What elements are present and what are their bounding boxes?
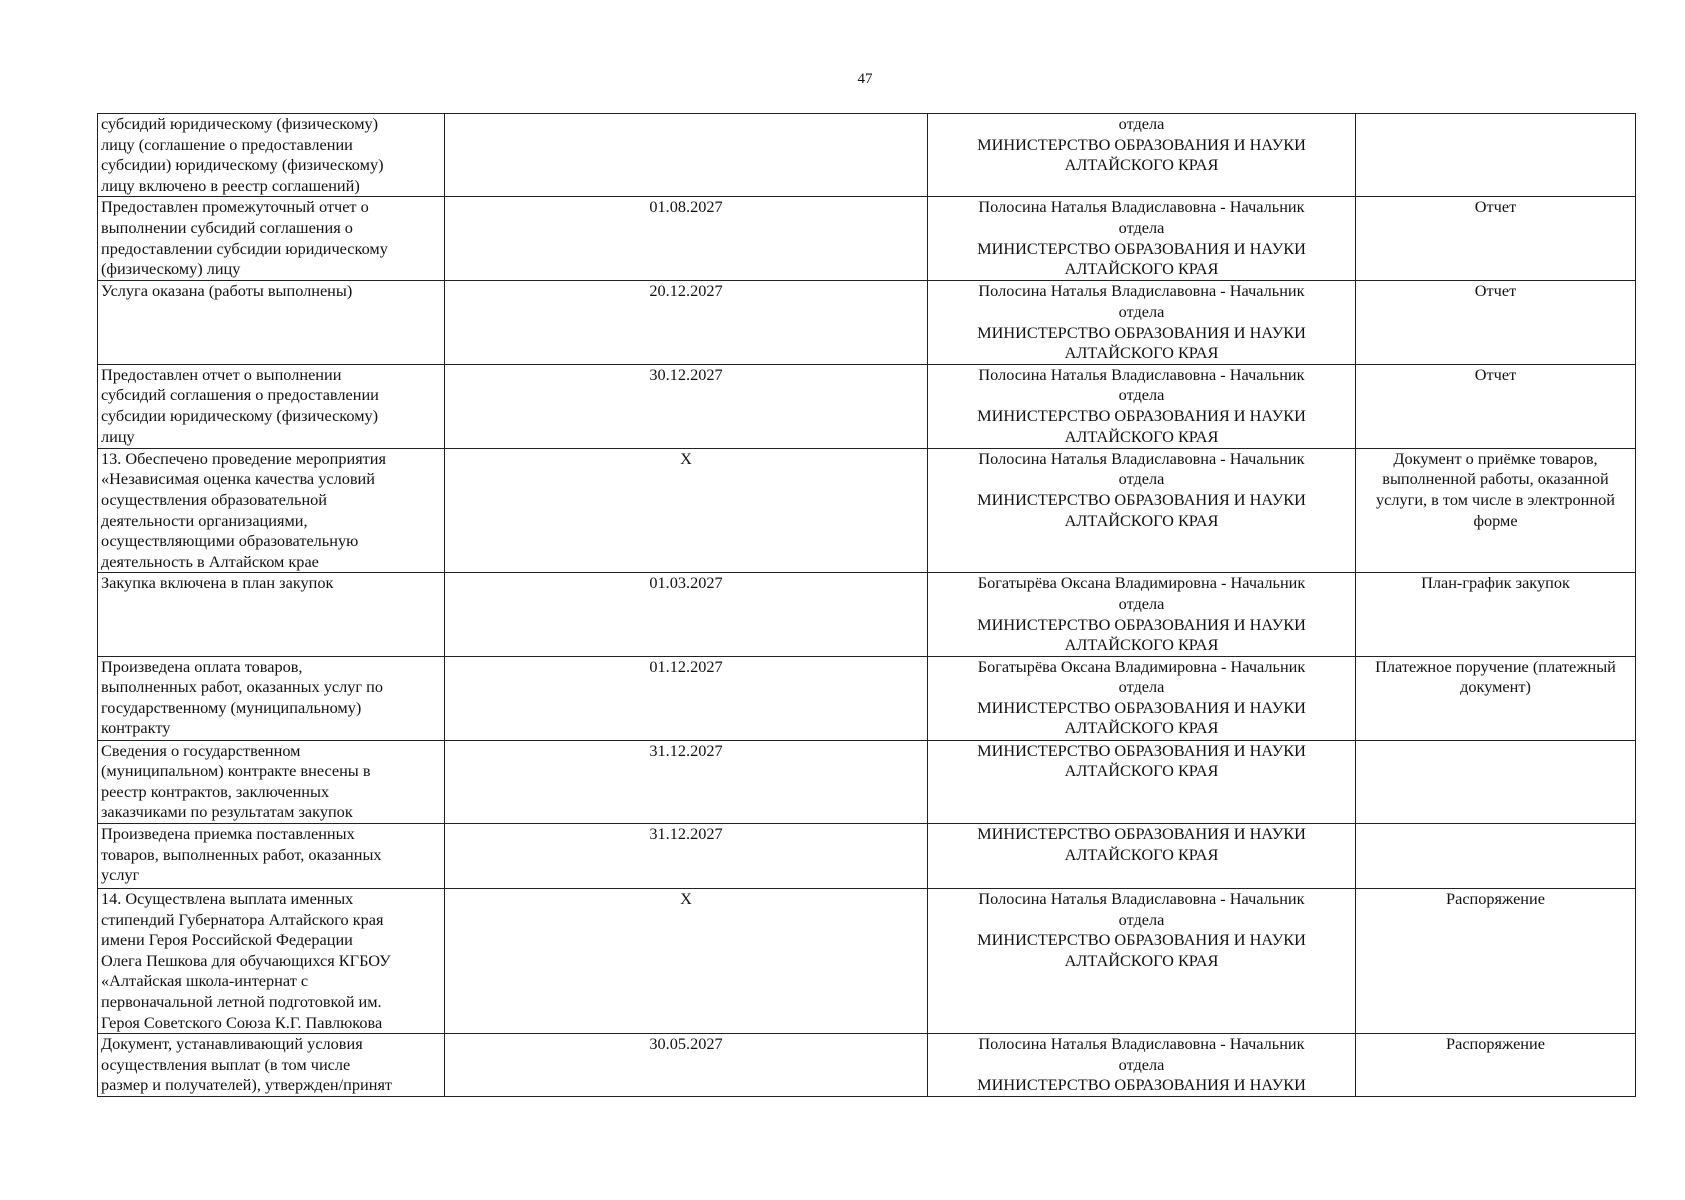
- cell-date: [445, 281, 928, 364]
- date-value: 30.05.2027: [649, 1034, 723, 1054]
- responsible-line: отдела: [1118, 385, 1165, 405]
- event-name-line: контракту: [101, 718, 171, 738]
- event-name-line: [101, 635, 441, 656]
- event-name-line: осуществления образовательной: [101, 489, 328, 509]
- responsible-line: МИНИСТЕРСТВО ОБРАЗОВАНИЯ И НАУКИ: [977, 322, 1306, 342]
- date-value: [684, 114, 688, 133]
- responsible-line: отдела: [1118, 1054, 1165, 1074]
- event-name-line: государственному (муниципальному): [101, 697, 362, 717]
- table-row: [98, 281, 1636, 364]
- cell-date: [445, 824, 928, 889]
- event-name-line: Предоставлен промежуточный отчет о: [101, 197, 369, 217]
- cell-responsible: [928, 740, 1356, 823]
- responsible-line: АЛТАЙСКОГО КРАЯ: [1064, 950, 1219, 970]
- table-row: [98, 889, 1636, 1034]
- event-name-line: товаров, выполненных работ, оказанных: [101, 844, 382, 864]
- table-row: [98, 824, 1636, 889]
- cell-event-name: [98, 573, 445, 656]
- table-row: [98, 197, 1636, 281]
- document-line: Распоряжение: [1446, 889, 1545, 909]
- cell-responsible: [928, 889, 1356, 1034]
- responsible-line: МИНИСТЕРСТВО ОБРАЗОВАНИЯ И НАУКИ: [977, 740, 1306, 760]
- cell-event-name: [98, 364, 445, 448]
- event-name-line: Героя Советского Союза К.Г. Павлюкова: [101, 1012, 383, 1032]
- plan-table-body: [98, 114, 1636, 1097]
- event-name-line: [101, 302, 441, 323]
- responsible-line: отдела: [1118, 301, 1165, 321]
- page-number: 47: [857, 71, 873, 87]
- document-line: услуги, в том числе в электронной: [1376, 489, 1615, 509]
- table-row: [98, 740, 1636, 823]
- event-name-line: 14. Осуществлена выплата именных: [101, 889, 354, 909]
- event-name-line: осуществления выплат (в том числе: [101, 1054, 351, 1074]
- event-name-line: [101, 323, 441, 344]
- cell-event-name: [98, 656, 445, 740]
- document-line: Отчет: [1474, 281, 1517, 301]
- cell-document: [1356, 364, 1636, 448]
- responsible-line: отдела: [1118, 114, 1165, 133]
- event-name-line: выполненных работ, оказанных услуг по: [101, 677, 384, 697]
- event-name-line: заказчиками по результатам закупок: [101, 802, 353, 822]
- document-line: выполненной работы, оказанной: [1382, 469, 1609, 489]
- responsible-line: отдела: [1118, 909, 1165, 929]
- date-value: 20.12.2027: [649, 281, 723, 301]
- cell-document: [1356, 448, 1636, 573]
- event-name-line: [101, 343, 441, 364]
- cell-document: [1356, 114, 1636, 197]
- date-value: 01.12.2027: [649, 656, 723, 676]
- responsible-line: Полосина Наталья Владиславовна - Начальник: [978, 1034, 1305, 1054]
- date-value: 30.12.2027: [649, 364, 723, 384]
- responsible-line: отдела: [1118, 677, 1165, 697]
- event-name-line: субсидии юридическому (физическому): [101, 405, 379, 425]
- responsible-line: АЛТАЙСКОГО КРАЯ: [1064, 426, 1219, 446]
- cell-responsible: [928, 824, 1356, 889]
- event-name-line: [101, 594, 441, 615]
- date-value: X: [680, 448, 692, 468]
- event-name-line: стипендий Губернатора Алтайского края: [101, 909, 384, 929]
- cell-event-name: [98, 824, 445, 889]
- event-name-line: Услуга оказана (работы выполнены): [101, 281, 353, 301]
- responsible-line: МИНИСТЕРСТВО ОБРАЗОВАНИЯ И НАУКИ: [977, 614, 1306, 634]
- event-name-line: субсидий соглашения о предоставлении: [101, 385, 379, 405]
- event-name-line: субсидии) юридическому (физическому): [101, 155, 384, 175]
- table-row: [98, 656, 1636, 740]
- event-name-line: первоначальной летной подготовкой им.: [101, 992, 382, 1012]
- event-name-line: деятельности организациями,: [101, 510, 308, 530]
- responsible-line: Богатырёва Оксана Владимировна - Начальник: [977, 656, 1306, 676]
- responsible-line: отдела: [1118, 593, 1165, 613]
- cell-responsible: [928, 364, 1356, 448]
- event-name-line: субсидий юридическому (физическому): [101, 114, 379, 133]
- date-value: 31.12.2027: [649, 824, 723, 844]
- cell-responsible: [928, 281, 1356, 364]
- cell-date: [445, 1034, 928, 1097]
- responsible-line: отдела: [1118, 469, 1165, 489]
- event-name-line: Документ, устанавливающий условия: [101, 1034, 363, 1054]
- responsible-line: МИНИСТЕРСТВО ОБРАЗОВАНИЯ И НАУКИ: [977, 238, 1306, 258]
- event-name-line: лицу (соглашение о предоставлении: [101, 134, 353, 154]
- cell-event-name: [98, 197, 445, 281]
- cell-date: [445, 364, 928, 448]
- responsible-line: АЛТАЙСКОГО КРАЯ: [1064, 718, 1219, 738]
- cell-document: [1356, 824, 1636, 889]
- table-row: [98, 573, 1636, 656]
- event-name-line: услуг: [101, 865, 140, 885]
- cell-event-name: [98, 889, 445, 1034]
- document-line: План-график закупок: [1421, 573, 1570, 593]
- responsible-line: Богатырёва Оксана Владимировна - Начальник: [977, 573, 1306, 593]
- event-name-line: размер и получателей), утвержден/принят: [101, 1075, 393, 1095]
- cell-document: [1356, 197, 1636, 281]
- cell-date: [445, 889, 928, 1034]
- cell-responsible: [928, 197, 1356, 281]
- event-name-line: выполнении субсидий соглашения о: [101, 217, 353, 237]
- date-value: 01.08.2027: [649, 197, 723, 217]
- responsible-line: Полосина Наталья Владиславовна - Начальник: [978, 448, 1305, 468]
- event-name-line: 13. Обеспечено проведение мероприятия: [101, 448, 386, 468]
- cell-date: [445, 114, 928, 197]
- cell-event-name: [98, 448, 445, 573]
- document-line: Распоряжение: [1446, 1034, 1545, 1054]
- table-row: [98, 448, 1636, 573]
- date-value: X: [680, 889, 692, 909]
- event-name-line: деятельность в Алтайском крае: [101, 551, 319, 571]
- responsible-line: отдела: [1118, 217, 1165, 237]
- event-name-line: Закупка включена в план закупок: [101, 573, 334, 593]
- responsible-line: МИНИСТЕРСТВО ОБРАЗОВАНИЯ И НАУКИ: [977, 405, 1306, 425]
- event-name-line: (муниципальном) контракте внесены в: [101, 761, 371, 781]
- date-value: 01.03.2027: [649, 573, 723, 593]
- cell-responsible: [928, 656, 1356, 740]
- responsible-line: АЛТАЙСКОГО КРАЯ: [1064, 343, 1219, 363]
- responsible-line: Полосина Наталья Владиславовна - Начальник: [978, 281, 1305, 301]
- responsible-line: МИНИСТЕРСТВО ОБРАЗОВАНИЯ И НАУКИ: [977, 824, 1306, 844]
- cell-event-name: [98, 1034, 445, 1097]
- event-name-line: [101, 615, 441, 636]
- document-line: документ): [1460, 677, 1531, 697]
- event-name-line: Произведена приемка поставленных: [101, 824, 355, 844]
- responsible-line: АЛТАЙСКОГО КРАЯ: [1064, 844, 1219, 864]
- cell-responsible: [928, 573, 1356, 656]
- responsible-line: АЛТАЙСКОГО КРАЯ: [1064, 155, 1219, 175]
- event-name-line: предоставлении субсидии юридическому: [101, 238, 388, 258]
- event-name-line: лицу: [101, 426, 135, 446]
- event-name-line: Произведена оплата товаров,: [101, 656, 303, 676]
- responsible-line: МИНИСТЕРСТВО ОБРАЗОВАНИЯ И НАУКИ: [977, 697, 1306, 717]
- event-name-line: «Независимая оценка качества условий: [101, 469, 375, 489]
- table-row: [98, 1034, 1636, 1097]
- document-line: Документ о приёмке товаров,: [1393, 448, 1598, 468]
- event-name-line: лицу включено в реестр соглашений): [101, 175, 360, 195]
- responsible-line: Полосина Наталья Владиславовна - Начальник: [978, 889, 1305, 909]
- cell-document: [1356, 1034, 1636, 1097]
- cell-event-name: [98, 114, 445, 197]
- plan-table: [97, 113, 1636, 1097]
- document-line: Отчет: [1474, 197, 1517, 217]
- cell-date: [445, 656, 928, 740]
- responsible-line: Полосина Наталья Владиславовна - Начальник: [978, 197, 1305, 217]
- event-name-line: Олега Пешкова для обучающихся КГБОУ: [101, 950, 391, 970]
- event-name-line: (физическому) лицу: [101, 259, 241, 279]
- cell-document: [1356, 656, 1636, 740]
- event-name-line: Сведения о государственном: [101, 740, 301, 760]
- cell-responsible: [928, 114, 1356, 197]
- cell-event-name: [98, 740, 445, 823]
- event-name-line: осуществляющими образовательную: [101, 531, 359, 551]
- cell-date: [445, 573, 928, 656]
- responsible-line: МИНИСТЕРСТВО ОБРАЗОВАНИЯ И НАУКИ: [977, 134, 1306, 154]
- responsible-line: МИНИСТЕРСТВО ОБРАЗОВАНИЯ И НАУКИ: [977, 930, 1306, 950]
- table-row: [98, 114, 1636, 197]
- document-line: Платежное поручение (платежный: [1375, 656, 1616, 676]
- responsible-line: АЛТАЙСКОГО КРАЯ: [1064, 761, 1219, 781]
- cell-document: [1356, 740, 1636, 823]
- responsible-line: Полосина Наталья Владиславовна - Начальник: [978, 364, 1305, 384]
- cell-responsible: [928, 448, 1356, 573]
- event-name-line: Предоставлен отчет о выполнении: [101, 364, 342, 384]
- document-line: форме: [1473, 510, 1518, 530]
- cell-responsible: [928, 1034, 1356, 1097]
- cell-document: [1356, 889, 1636, 1034]
- event-name-line: «Алтайская школа-интернат с: [101, 971, 309, 991]
- responsible-line: МИНИСТЕРСТВО ОБРАЗОВАНИЯ И НАУКИ: [977, 1075, 1306, 1095]
- event-name-line: реестр контрактов, заключенных: [101, 781, 330, 801]
- event-name-line: имени Героя Российской Федерации: [101, 930, 353, 950]
- responsible-line: АЛТАЙСКОГО КРАЯ: [1064, 635, 1219, 655]
- responsible-line: АЛТАЙСКОГО КРАЯ: [1064, 259, 1219, 279]
- cell-date: [445, 197, 928, 281]
- table-row: [98, 364, 1636, 448]
- cell-document: [1356, 281, 1636, 364]
- responsible-line: АЛТАЙСКОГО КРАЯ: [1064, 510, 1219, 530]
- document-line: Отчет: [1474, 364, 1517, 384]
- date-value: 31.12.2027: [649, 740, 723, 760]
- cell-date: [445, 740, 928, 823]
- cell-date: [445, 448, 928, 573]
- cell-document: [1356, 573, 1636, 656]
- responsible-line: МИНИСТЕРСТВО ОБРАЗОВАНИЯ И НАУКИ: [977, 489, 1306, 509]
- cell-event-name: [98, 281, 445, 364]
